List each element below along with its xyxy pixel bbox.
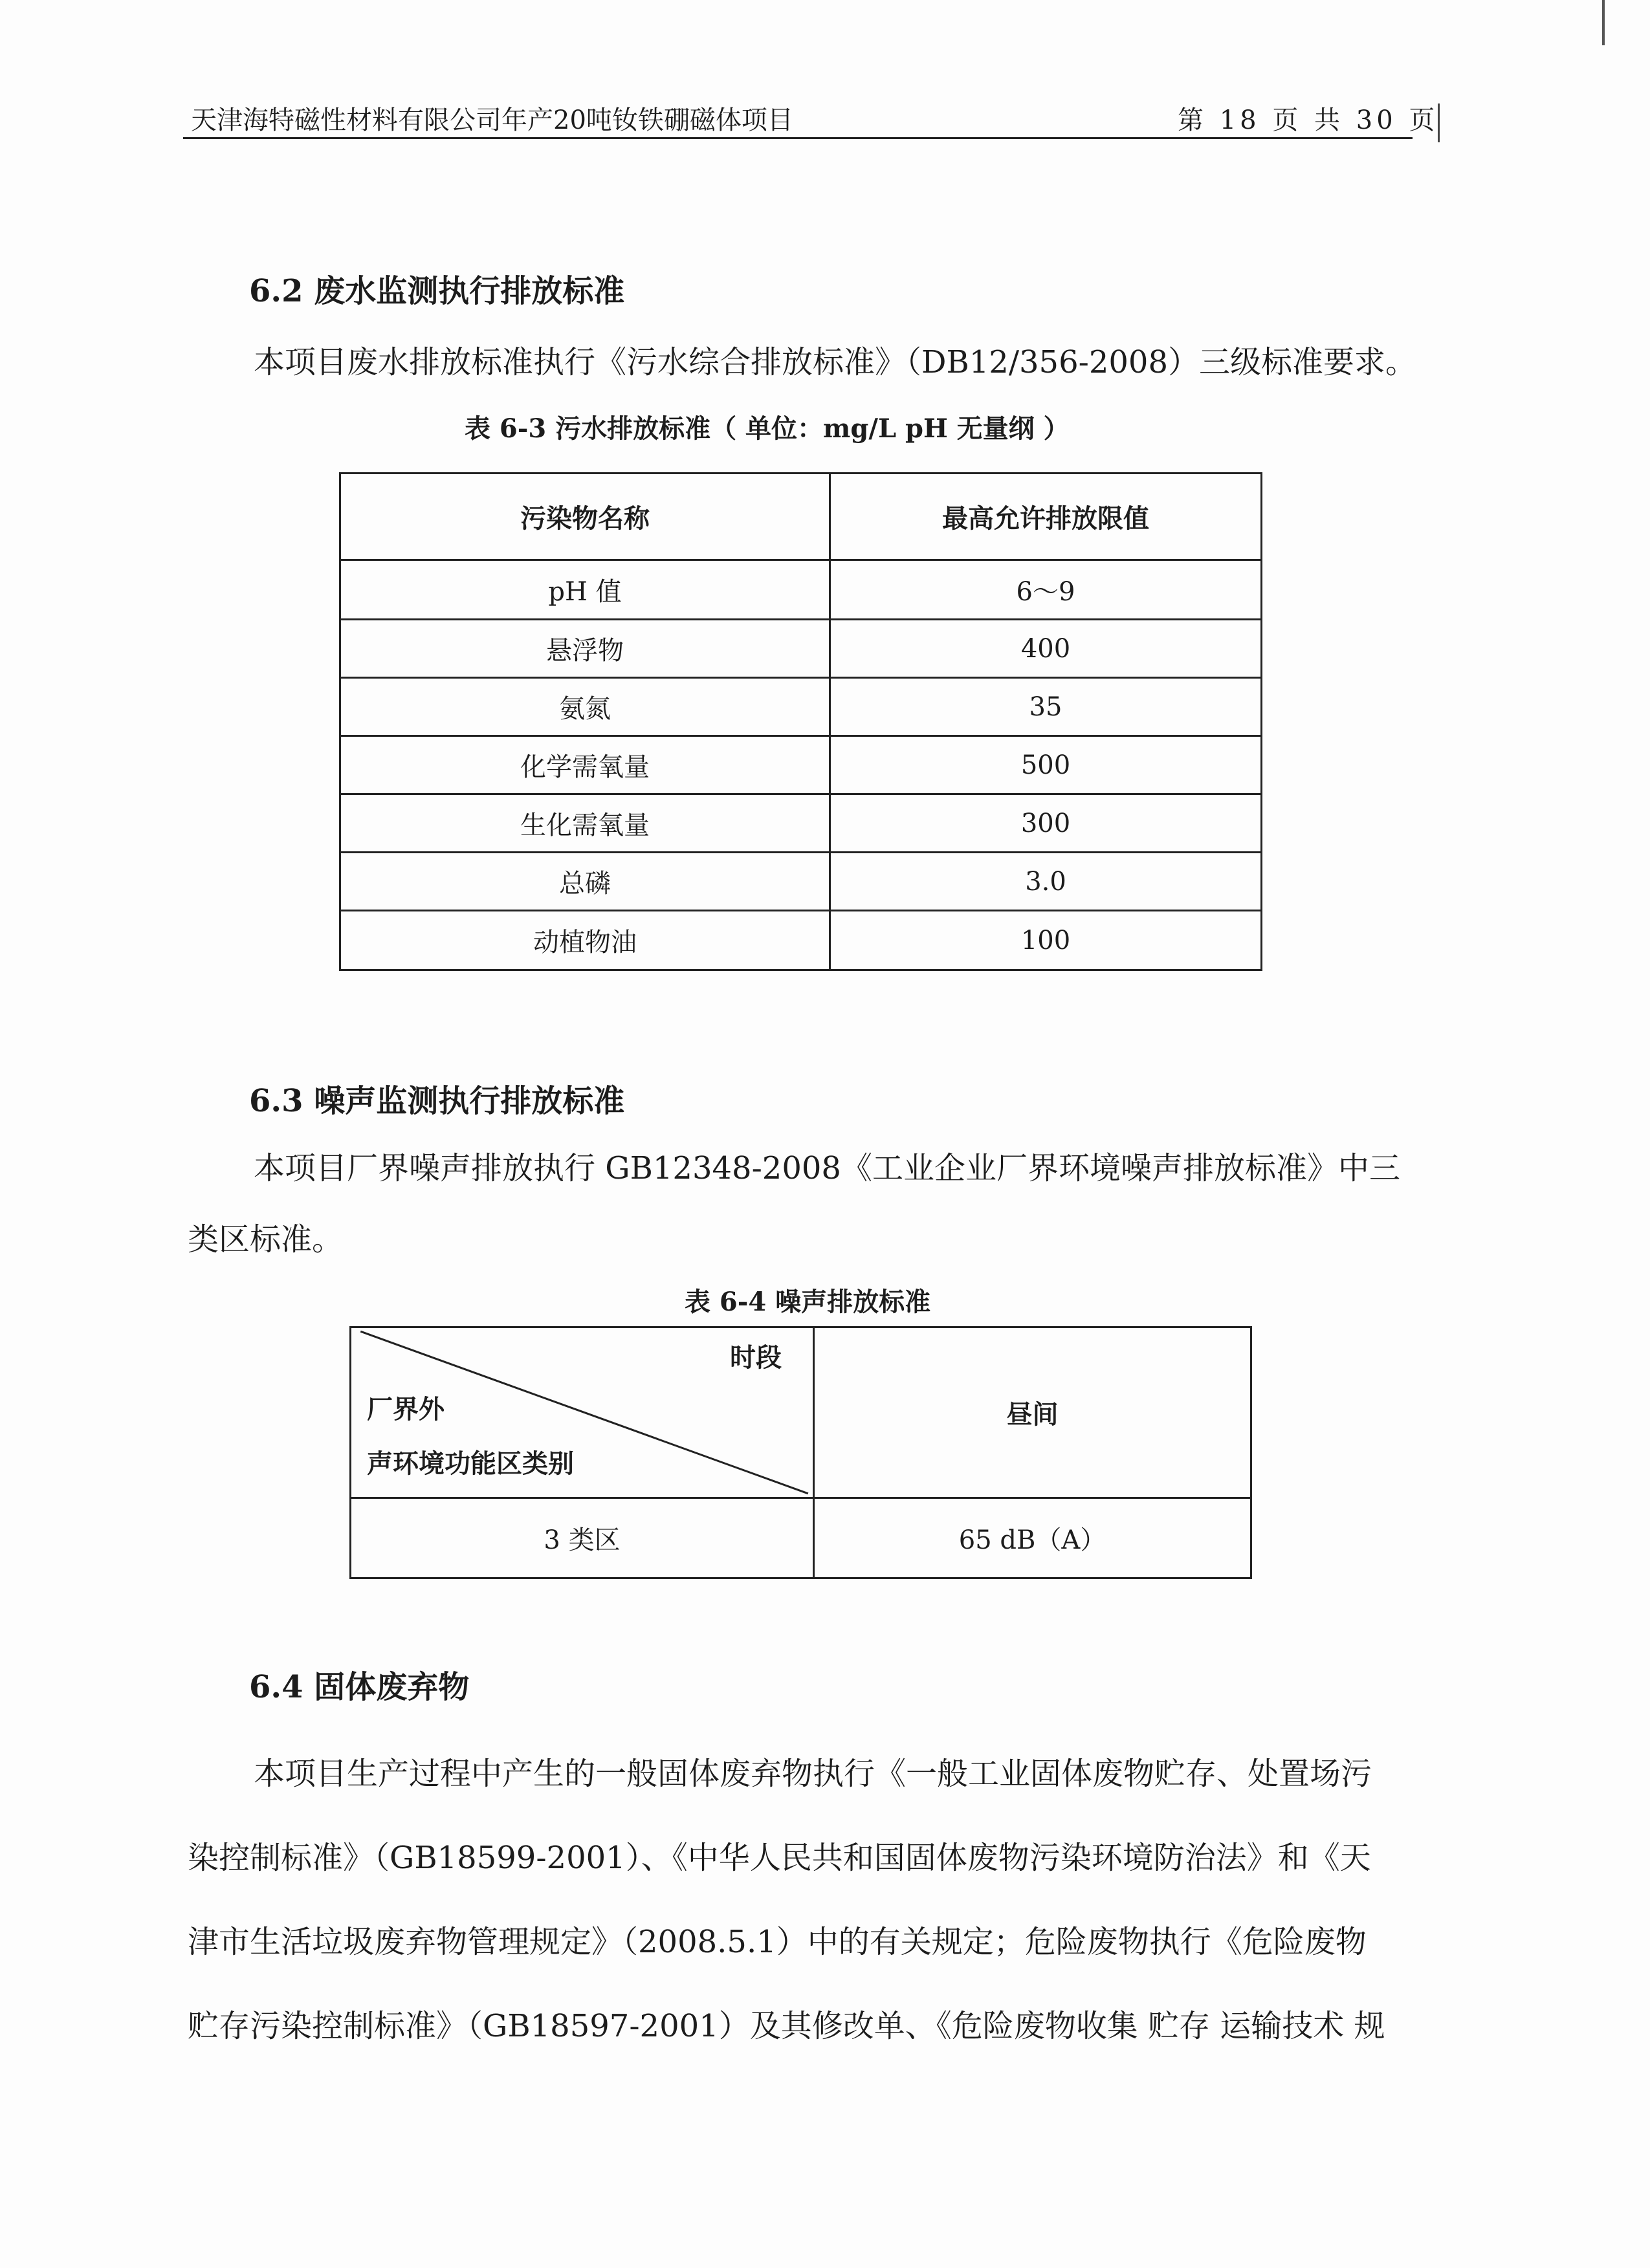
table-row: [340, 853, 1262, 911]
section-6-3-paragraph-line-1: 本项目厂界噪声排放执行 GB12348-2008《工业企业厂界环境噪声排放标准》中三: [254, 1150, 1400, 1186]
limit-value: 100: [830, 911, 1262, 970]
table-row: [340, 678, 1262, 736]
section-6-4-line-4: 贮存污染控制标准》（GB18597-2001）及其修改单、《危险废物收集 贮存 运输技术 规: [188, 2008, 1385, 2044]
table-6-3-caption: 表 6-3 污水排放标准（ 单位：mg/L pH 无量纲 ）: [465, 413, 1070, 444]
column-header-limit: 最高允许排放限值: [830, 474, 1262, 560]
pollutant-name: 总磷: [340, 853, 830, 911]
section-6-4-line-1: 本项目生产过程中产生的一般固体废弃物执行《一般工业固体废物贮存、处置场污: [254, 1756, 1372, 1792]
table-row: [340, 620, 1262, 678]
diagonal-header-boundary: 厂界外: [367, 1394, 445, 1424]
pollutant-name: 氨氮: [340, 678, 830, 736]
limit-value: 3.0: [830, 853, 1262, 911]
section-heading-6-2: 6.2 废水监测执行排放标准: [249, 273, 625, 309]
limit-value: 300: [830, 794, 1262, 853]
table-row: [340, 794, 1262, 853]
limit-value: 400: [830, 620, 1262, 678]
section-heading-6-4: 6.4 固体废弃物: [249, 1669, 470, 1705]
section-6-4-line-2: 染控制标准》（GB18599-2001）、《中华人民共和国固体废物污染环境防治法》和《天: [188, 1840, 1371, 1876]
header-divider: [1438, 104, 1440, 142]
limit-value: 500: [830, 736, 1262, 794]
header-rule: [183, 137, 1413, 139]
limit-value: 35: [830, 678, 1262, 736]
scan-edge-mark: [1602, 0, 1605, 45]
table-6-4-caption: 表 6-4 噪声排放标准: [685, 1287, 931, 1317]
diagonal-header-period: 时段: [730, 1342, 782, 1373]
pollutant-name: pH 值: [340, 560, 830, 620]
pollutant-name: 化学需氧量: [340, 736, 830, 794]
table-row: [340, 736, 1262, 794]
page-number: 第 18 页 共 30 页: [1178, 105, 1439, 135]
table-6-4: [349, 1326, 1252, 1579]
header-title: 天津海特磁性材料有限公司年产20吨钕铁硼磁体项目: [191, 105, 793, 135]
table-row: [340, 911, 1262, 970]
table-header-row: [351, 1327, 1251, 1498]
pollutant-name: 生化需氧量: [340, 794, 830, 853]
section-6-3-paragraph-line-2: 类区标准。: [188, 1221, 344, 1258]
table-row: [340, 560, 1262, 620]
pollutant-name: 悬浮物: [340, 620, 830, 678]
table-6-3: [339, 472, 1262, 971]
table-header-row: [340, 474, 1262, 560]
diagonal-header-cell: [351, 1327, 814, 1498]
noise-limit: 65 dB（A）: [814, 1498, 1251, 1578]
section-heading-6-3: 6.3 噪声监测执行排放标准: [249, 1083, 625, 1119]
table-row: [351, 1498, 1251, 1578]
column-header-pollutant: 污染物名称: [340, 474, 830, 560]
diagonal-header-zone-category: 声环境功能区类别: [367, 1448, 574, 1479]
section-6-2-paragraph: 本项目废水排放标准执行《污水综合排放标准》（DB12/356-2008）三级标准要求。: [254, 344, 1417, 380]
section-6-4-line-3: 津市生活垃圾废弃物管理规定》（2008.5.1）中的有关规定；危险废物执行《危险废物: [188, 1924, 1367, 1960]
column-header-daytime: 昼间: [814, 1327, 1251, 1498]
zone-category: 3 类区: [351, 1498, 814, 1578]
limit-value: 6～9: [830, 560, 1262, 620]
pollutant-name: 动植物油: [340, 911, 830, 970]
